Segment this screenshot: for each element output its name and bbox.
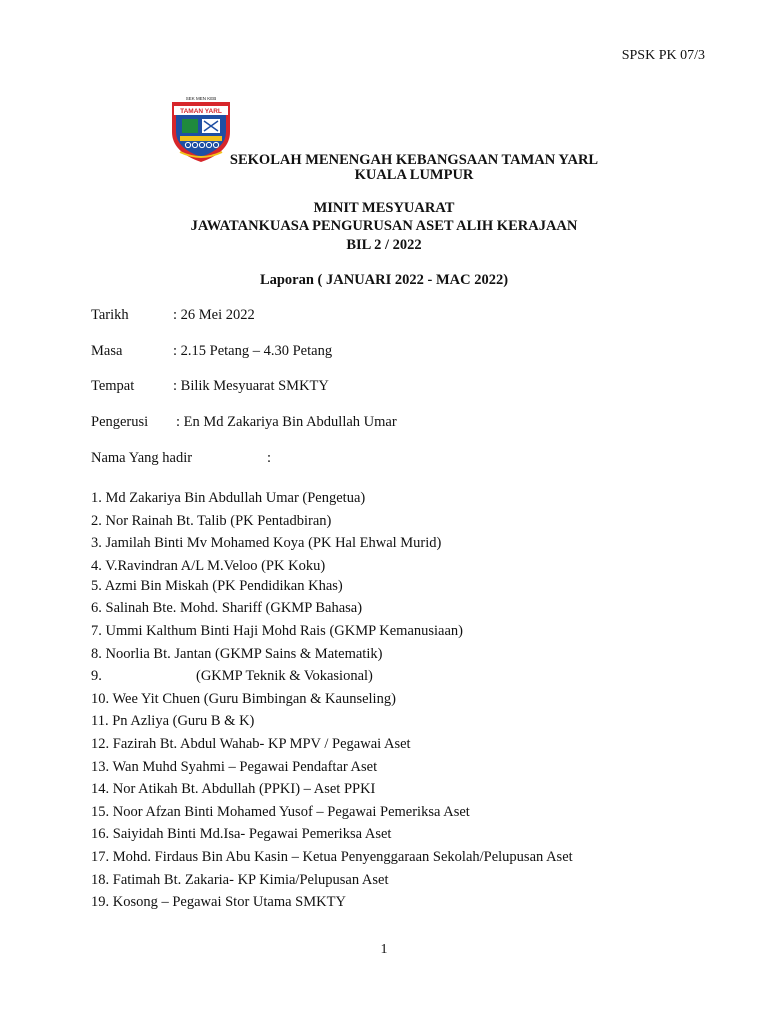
field-label: Tempat <box>91 378 135 394</box>
list-item: 17. Mohd. Firdaus Bin Abu Kasin – Ketua Penyenggaraan Sekolah/Pelupusan Aset <box>91 848 573 865</box>
school-name: SEKOLAH MENENGAH KEBANGSAAN TAMAN YARL <box>229 152 599 168</box>
field-label: Pengerusi <box>91 414 149 430</box>
list-item: 14. Nor Atikah Bt. Abdullah (PPKI) – Aset PPKI <box>91 781 376 798</box>
list-item: 3. Jamilah Binti Mv Mohamed Koya (PK Hal Ehwal Murid) <box>91 535 442 552</box>
field-label: Masa <box>91 343 123 359</box>
list-item: 15. Noor Afzan Binti Mohamed Yusof – Pegawai Pemeriksa Aset <box>91 803 470 820</box>
list-item: 19. Kosong – Pegawai Stor Utama SMKTY <box>91 894 346 911</box>
field-label: Tarikh <box>91 307 129 323</box>
field-value: : Bilik Mesyuarat SMKTY <box>173 378 329 394</box>
committee-name: JAWATANKUASA PENGURUSAN ASET ALIH KERAJAAN <box>190 218 578 234</box>
list-item: 11. Pn Azliya (Guru B & K) <box>91 713 255 730</box>
list-item: 12. Fazirah Bt. Abdul Wahab- KP MPV / Pegawai Aset <box>91 735 411 752</box>
list-item: 4. V.Ravindran A/L M.Veloo (PK Koku) <box>91 557 326 574</box>
list-item: 13. Wan Muhd Syahmi – Pegawai Pendaftar Aset <box>91 758 378 775</box>
field-value: : 26 Mei 2022 <box>173 307 255 323</box>
list-item: 5. Azmi Bin Miskah (PK Pendidikan Khas) <box>91 577 343 594</box>
page-number: 1 <box>380 942 388 957</box>
field-venue <box>91 378 329 395</box>
field-value: : <box>267 450 272 466</box>
logo-top-text: SEK MEN KEB <box>185 96 217 101</box>
attendee-list <box>91 489 573 916</box>
field-attendees-heading <box>91 450 272 467</box>
list-item-number: 9. <box>91 668 102 685</box>
field-value: : 2.15 Petang – 4.30 Petang <box>173 343 333 359</box>
list-item: 16. Saiyidah Binti Md.Isa- Pegawai Pemeriksa Aset <box>91 826 392 843</box>
field-chairperson <box>91 414 397 431</box>
list-item-role: (GKMP Teknik & Vokasional) <box>196 668 373 685</box>
field-label: Nama Yang hadir <box>91 450 193 466</box>
document-code: SPSK PK 07/3 <box>621 48 705 63</box>
list-item: 10. Wee Yit Chuen (Guru Bimbingan & Kaunseling) <box>91 690 396 707</box>
list-item: 8. Noorlia Bt. Jantan (GKMP Sains & Matematik) <box>91 645 383 662</box>
list-item: 1. Md Zakariya Bin Abdullah Umar (Pengetua) <box>91 490 366 506</box>
school-city: KUALA LUMPUR <box>354 167 474 183</box>
list-item: 6. Salinah Bte. Mohd. Shariff (GKMP Bahasa) <box>91 600 363 617</box>
list-item: 18. Fatimah Bt. Zakaria- KP Kimia/Pelupusan Aset <box>91 871 389 888</box>
list-item: 2. Nor Rainah Bt. Talib (PK Pentadbiran) <box>91 512 332 529</box>
logo-band-text: TAMAN YARL <box>180 108 222 115</box>
field-value: : En Md Zakariya Bin Abdullah Umar <box>176 414 397 430</box>
field-time <box>91 343 333 360</box>
list-item: 7. Ummi Kalthum Binti Haji Mohd Rais (GKMP Kemanusiaan) <box>91 622 464 639</box>
report-period: Laporan ( JANUARI 2022 - MAC 2022) <box>259 272 509 288</box>
field-date <box>91 307 255 324</box>
document-title: MINIT MESYUARAT <box>313 200 455 216</box>
list-item <box>91 667 573 690</box>
meeting-number: BIL 2 / 2022 <box>346 237 422 253</box>
